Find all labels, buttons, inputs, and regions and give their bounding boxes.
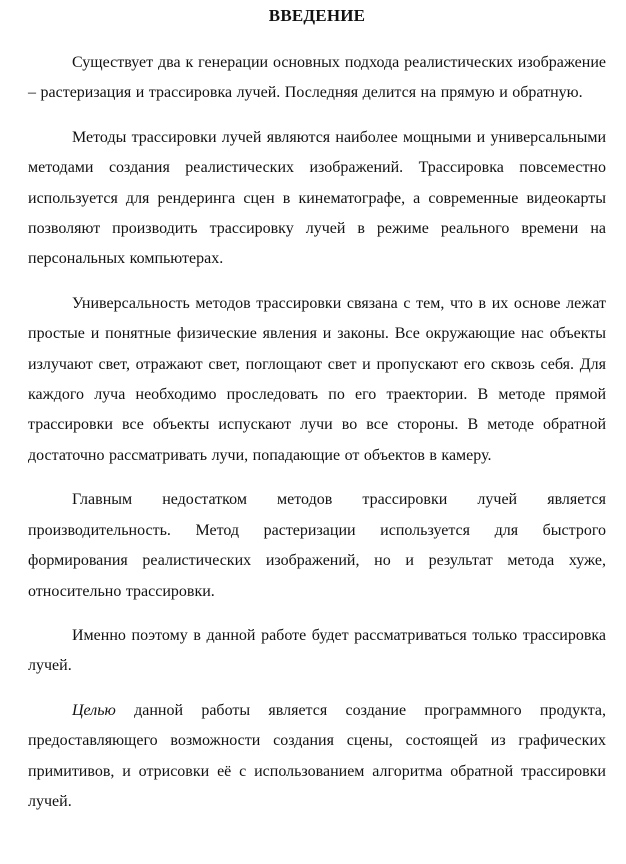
page-title: ВВЕДЕНИЕ [268,6,366,25]
document-page [28,0,606,817]
goal-italic-word: Целью [72,701,116,719]
paragraph-goal [28,696,606,818]
paragraph-performance: Главным недостатком методов трассировки лучей является производительность. Метод растеризации используется для быстрого формирования реалистических изображений, но и результат метода хуже, относительно трассировки. [28,491,606,600]
paragraph-universality: Универсальность методов трассировки связана с тем, что в их основе лежат простые и понятные физические явления и законы. Все окружающие нас объекты излучают свет, отражают свет, поглощают свет и пропускают его сквозь себя. Для каждого луча необходимо проследовать по его траектории. В методе прямой трассировки все объекты испускают лучи во все стороны. В методе обратной достаточно рассматривать лучи, попадающие от объектов в камеру. [28,294,606,464]
paragraph-scope: Именно поэтому в данной работе будет рассматриваться только трассировка лучей. [28,626,606,675]
paragraph-ray-tracing-methods: Методы трассировки лучей являются наиболее мощными и универсальными методами создания реалистических изображений. Трассировка повсеместно используется для рендеринга сцен в кинематографе, а современные видеокарты позволяют производить трассировку лучей в режиме реального времени на персональных компьютерах. [28,128,606,268]
goal-text: данной работы является создание программного продукта, предоставляющего возможности создания сцены, состоящей из графических примитивов, и отрисовки её с использованием алгоритма обратной трассировки лучей. [28,701,606,810]
paragraph-approaches: Существует два к генерации основных подхода реалистических изображение – растеризация и трассировка лучей. Последняя делится на прямую и обратную. [28,54,606,102]
